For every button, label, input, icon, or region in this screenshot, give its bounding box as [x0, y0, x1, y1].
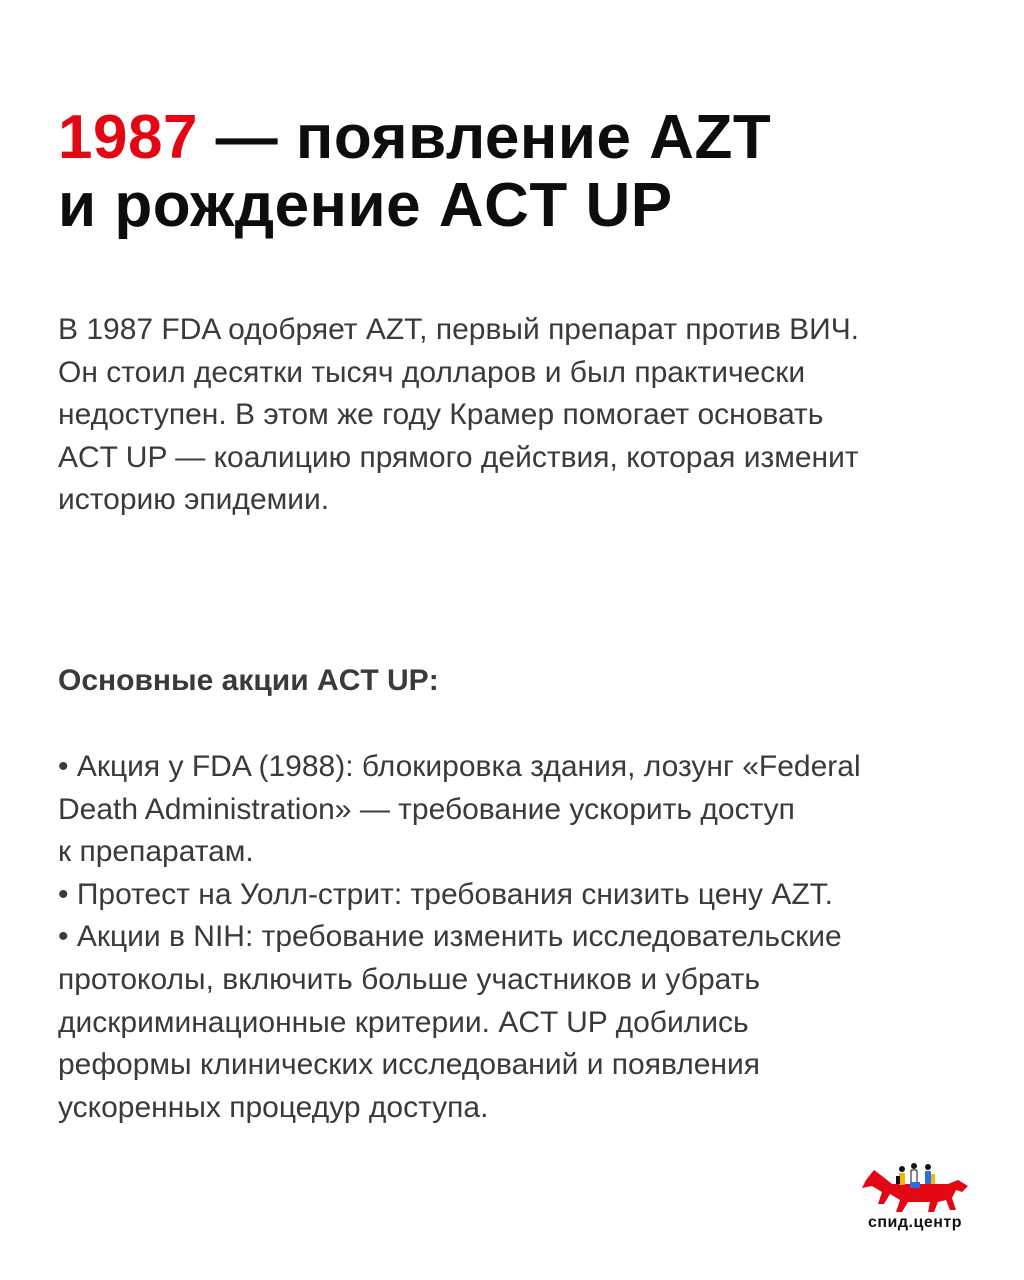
horse-riders-icon [852, 1158, 976, 1216]
actions-line: Death Administration» — требование ускорить доступ [58, 792, 795, 826]
intro-paragraph [58, 309, 958, 522]
intro-line: В 1987 FDA одобряет AZT, первый препарат против ВИЧ. [58, 313, 860, 346]
intro-line: недоступен. В этом же году Крамер помогает основать [58, 398, 824, 431]
actions-line: • Акции в NIH: требование изменить исследовательские [58, 920, 842, 954]
actions-line: ускоренных процедур доступа. [58, 1090, 489, 1124]
actions-line: протоколы, включить больше участников и убрать [58, 962, 761, 996]
intro-line: Он стоил десятки тысяч долларов и был практически [58, 355, 806, 389]
intro-line: историю эпидемии. [58, 483, 330, 516]
actions-line: • Акция у FDA (1988): блокировка здания, лозунг «Federal [58, 750, 861, 783]
actions-line: к препаратам. [58, 835, 254, 869]
page-title [58, 104, 978, 240]
actions-heading: Основные акции ACT UP: [58, 664, 439, 697]
title-line2: и рождение ACT UP [58, 171, 673, 240]
actions-list [58, 746, 978, 1129]
intro-line: ACT UP — коалицию прямого действия, которая изменит [58, 440, 859, 474]
actions-line: дискриминационные критерии. ACT UP добились [58, 1005, 749, 1039]
actions-line: реформы клинических исследований и появления [58, 1048, 760, 1082]
actions-line: • Протест на Уолл-стрит: требования снизить цену AZT. [58, 877, 834, 911]
spid-center-logo [852, 1158, 976, 1240]
title-line1-rest: — появление AZT [197, 103, 772, 172]
logo-text: спид.центр [867, 1214, 962, 1231]
title-year: 1987 [58, 103, 198, 172]
